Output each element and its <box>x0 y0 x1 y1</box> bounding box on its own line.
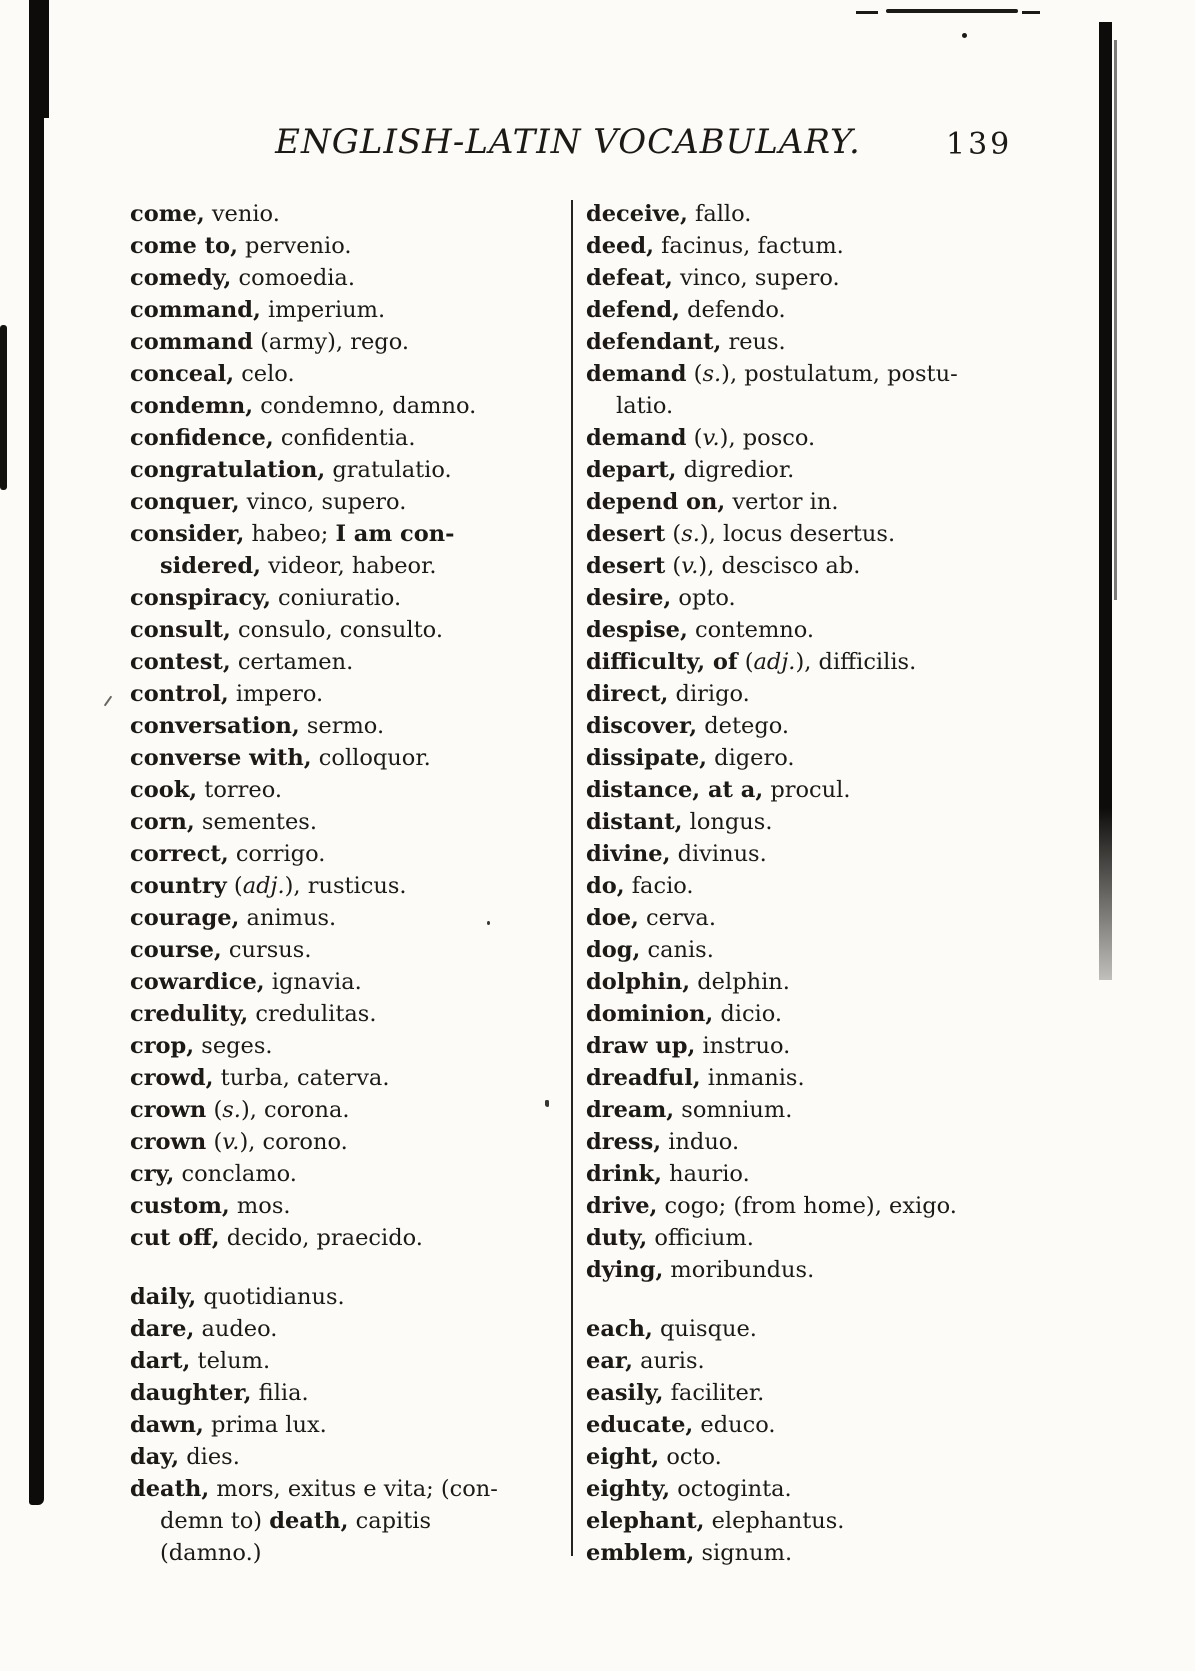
headword: conversation, <box>130 713 300 739</box>
vocab-entry <box>586 582 1090 614</box>
vocab-entry <box>586 806 1090 838</box>
vocab-entry <box>586 1094 1090 1126</box>
vocab-entry <box>586 1030 1090 1062</box>
headword: custom, <box>130 1193 230 1219</box>
headword: crown <box>130 1097 207 1123</box>
vocab-entry <box>586 966 1090 998</box>
headword: control, <box>130 681 229 707</box>
definition-text: pervenio. <box>237 233 352 259</box>
headword: educate, <box>586 1412 694 1438</box>
definition-text: inmanis. <box>700 1065 805 1091</box>
vocab-entry <box>586 1377 1090 1409</box>
definition-text: cogo; (from home), exigo. <box>657 1193 957 1219</box>
vocab-entry <box>130 998 568 1030</box>
vocab-entry <box>586 486 1090 518</box>
definition-text: venio. <box>204 201 280 227</box>
definition-text: corrigo. <box>228 841 326 867</box>
headword: country <box>130 873 227 899</box>
headword: death, <box>269 1508 349 1534</box>
definition-text: octo. <box>659 1444 722 1470</box>
scan-artifact-left-edge-bar-top <box>44 0 49 118</box>
vocab-entry <box>130 230 568 262</box>
headword: command, <box>130 297 261 323</box>
headword: I am con- <box>335 521 455 547</box>
definition-text: facio. <box>624 873 694 899</box>
definition-text: comoedia. <box>231 265 355 291</box>
vocab-entry <box>130 1094 568 1126</box>
vocab-entry <box>586 1158 1090 1190</box>
definition-text: ( <box>226 873 243 899</box>
headword: distance, at a, <box>586 777 764 803</box>
definition-text: procul. <box>763 777 851 803</box>
vocab-entry <box>130 198 568 230</box>
vocab-entry <box>130 582 568 614</box>
definition-text: ( <box>686 425 703 451</box>
definition-text: (damno.) <box>160 1540 262 1566</box>
definition-text: facinus, factum. <box>653 233 844 259</box>
definition-text: certamen. <box>230 649 354 675</box>
headword: desert <box>586 553 666 579</box>
scan-artifact-left-sliver <box>0 325 7 490</box>
vocab-entry <box>130 454 568 486</box>
vocab-entry <box>130 678 568 710</box>
definition-text: reus. <box>721 329 786 355</box>
definition-text: vinco, supero. <box>672 265 840 291</box>
vocab-entry <box>586 1505 1090 1537</box>
vocab-entry <box>130 710 568 742</box>
headword: contest, <box>130 649 231 675</box>
headword: dying, <box>586 1257 664 1283</box>
headword: eight, <box>586 1444 660 1470</box>
headword: crop, <box>130 1033 195 1059</box>
headword: conspiracy, <box>130 585 271 611</box>
scan-artifact-bottom-rule <box>612 1576 1195 1579</box>
headword: daughter, <box>130 1380 252 1406</box>
headword: confidence, <box>130 425 274 451</box>
entry-group <box>130 198 568 1254</box>
vocab-entry <box>586 518 1090 550</box>
definition-text: v. <box>222 1129 240 1155</box>
definition-text: prima lux. <box>203 1412 327 1438</box>
vocab-entry <box>586 1313 1090 1345</box>
headword: dreadful, <box>586 1065 701 1091</box>
headword: despise, <box>586 617 688 643</box>
definition-text: ), descisco ab. <box>698 553 861 579</box>
definition-text: ), rusticus. <box>284 873 407 899</box>
definition-text: opto. <box>671 585 736 611</box>
headword: condemn, <box>130 393 254 419</box>
scan-artifact-top-dash-1 <box>856 11 878 14</box>
headword: congratulation, <box>130 457 326 483</box>
definition-text: audeo. <box>194 1316 278 1342</box>
headword: depart, <box>586 457 677 483</box>
headword: conceal, <box>130 361 235 387</box>
headword: divine, <box>586 841 671 867</box>
vocab-entry <box>586 1345 1090 1377</box>
headword: crown <box>130 1129 207 1155</box>
headword: correct, <box>130 841 229 867</box>
vocab-entry <box>130 1062 568 1094</box>
definition-text: instruo. <box>695 1033 791 1059</box>
definition-text: confidentia. <box>273 425 416 451</box>
vocab-entry <box>586 326 1090 358</box>
vocab-entry <box>586 998 1090 1030</box>
definition-text: v. <box>702 425 720 451</box>
headword: daily, <box>130 1284 197 1310</box>
definition-text: sermo. <box>299 713 385 739</box>
vocab-entry <box>130 326 568 358</box>
headword: easily, <box>586 1380 664 1406</box>
vocab-entry <box>130 1473 568 1569</box>
vocab-entry <box>586 774 1090 806</box>
scan-artifact-ink-dot <box>962 33 967 38</box>
headword: sidered, <box>160 553 261 579</box>
headword: day, <box>130 1444 180 1470</box>
definition-text: vinco, supero. <box>239 489 407 515</box>
definition-text: ), locus desertus. <box>699 521 896 547</box>
page-number: 139 <box>946 127 1013 162</box>
definition-text: octoginta. <box>670 1476 792 1502</box>
vocab-entry <box>586 902 1090 934</box>
vocab-entry <box>586 1190 1090 1222</box>
vocab-entry <box>130 934 568 966</box>
headword: emblem, <box>586 1540 695 1566</box>
vocab-entry <box>586 1473 1090 1505</box>
definition-text: ), corona. <box>240 1097 350 1123</box>
definition-text: telum. <box>190 1348 271 1374</box>
definition-text: habeo; <box>244 521 336 547</box>
vocab-entry <box>586 870 1090 902</box>
definition-text: adj. <box>242 873 285 899</box>
vocab-entry <box>130 1158 568 1190</box>
headword: dress, <box>586 1129 662 1155</box>
entry-group <box>586 1313 1090 1569</box>
headword: dissipate, <box>586 745 708 771</box>
definition-text: ), posco. <box>719 425 816 451</box>
headword: drive, <box>586 1193 658 1219</box>
headword: conquer, <box>130 489 240 515</box>
definition-text: somnium. <box>674 1097 793 1123</box>
definition-text: faciliter. <box>663 1380 765 1406</box>
headword: dawn, <box>130 1412 204 1438</box>
left-column <box>130 198 568 1569</box>
vocab-entry <box>586 742 1090 774</box>
definition-text: cursus. <box>221 937 312 963</box>
vocab-entry <box>586 1062 1090 1094</box>
vocab-entry <box>130 294 568 326</box>
vocab-entry <box>130 1281 568 1313</box>
definition-text: moribundus. <box>663 1257 815 1283</box>
definition-text: vertor in. <box>725 489 839 515</box>
definition-text: s. <box>222 1097 241 1123</box>
definition-text: condemno, damno. <box>253 393 477 419</box>
vocab-entry <box>130 518 568 582</box>
headword: converse with, <box>130 745 312 771</box>
definition-text: dies. <box>179 1444 240 1470</box>
definition-text: longus. <box>682 809 773 835</box>
definition-text: s. <box>702 361 722 387</box>
definition-text: defendo. <box>679 297 786 323</box>
vocab-entry <box>586 198 1090 230</box>
definition-text: consulo, consulto. <box>230 617 443 643</box>
definition-text: s. <box>681 521 700 547</box>
headword: dart, <box>130 1348 191 1374</box>
headword: course, <box>130 937 222 963</box>
definition-text: contemno. <box>687 617 815 643</box>
pencil-mark <box>104 696 113 707</box>
vocab-entry <box>130 966 568 998</box>
definition-text: animus. <box>239 905 337 931</box>
headword: command <box>130 329 253 355</box>
headword: each, <box>586 1316 653 1342</box>
vocab-entry <box>130 742 568 774</box>
headword: come, <box>130 201 205 227</box>
definition-text: officium. <box>647 1225 754 1251</box>
vocab-entry <box>586 1126 1090 1158</box>
definition-text: videor, habeor. <box>261 553 437 579</box>
vocab-entry <box>130 646 568 678</box>
definition-text: celo. <box>234 361 295 387</box>
headword: consider, <box>130 521 245 547</box>
definition-text: dicio. <box>713 1001 783 1027</box>
definition-text: ), difficilis. <box>795 649 917 675</box>
vocab-entry <box>586 294 1090 326</box>
vocab-entry <box>586 1409 1090 1441</box>
definition-text: torreo. <box>197 777 283 803</box>
definition-text: fallo. <box>687 201 752 227</box>
definition-text: sementes. <box>194 809 317 835</box>
vocab-entry <box>130 1126 568 1158</box>
definition-text: dirigo. <box>668 681 750 707</box>
vocab-entry <box>130 1030 568 1062</box>
scan-artifact-left-edge-bar <box>29 0 44 1505</box>
definition-text: impero. <box>228 681 324 707</box>
definition-text: decido, praecido. <box>219 1225 423 1251</box>
headword: dolphin, <box>586 969 691 995</box>
column-divider-rule <box>571 200 573 1556</box>
vocab-entry <box>130 1441 568 1473</box>
definition-text: imperium. <box>260 297 386 323</box>
headword: consult, <box>130 617 231 643</box>
definition-text: colloquor. <box>311 745 431 771</box>
definition-text: divinus. <box>670 841 767 867</box>
vocab-entry <box>586 678 1090 710</box>
headword: cut off, <box>130 1225 220 1251</box>
vocab-entry <box>130 838 568 870</box>
definition-text: coniuratio. <box>270 585 402 611</box>
scan-artifact-right-edge-line <box>1114 40 1117 600</box>
definition-text: haurio. <box>661 1161 750 1187</box>
headword: doe, <box>586 905 639 931</box>
headword: eighty, <box>586 1476 671 1502</box>
definition-text: canis. <box>640 937 714 963</box>
definition-text: elephantus. <box>704 1508 845 1534</box>
definition-text: mors, exitus e vita; (con- <box>209 1476 498 1502</box>
headword: demand <box>586 361 687 387</box>
headword: desert <box>586 521 666 547</box>
right-column <box>586 198 1090 1569</box>
scan-artifact-top-dash-3 <box>1022 11 1040 14</box>
vocab-entry <box>586 230 1090 262</box>
headword: demand <box>586 425 687 451</box>
headword: cry, <box>130 1161 175 1187</box>
headword: deed, <box>586 233 654 259</box>
vocab-entry <box>586 838 1090 870</box>
headword: ear, <box>586 1348 633 1374</box>
headword: defend, <box>586 297 680 323</box>
definition-text: digero. <box>707 745 795 771</box>
definition-text: filia. <box>251 1380 309 1406</box>
definition-text: ( <box>665 521 682 547</box>
vocab-entry <box>130 486 568 518</box>
definition-text: ( <box>665 553 682 579</box>
vocab-entry <box>586 550 1090 582</box>
vocab-entry <box>586 422 1090 454</box>
definition-text: capitis <box>348 1508 431 1534</box>
definition-text: credulitas. <box>248 1001 377 1027</box>
definition-text: latio. <box>616 393 674 419</box>
definition-text: ( <box>737 649 754 675</box>
headword: dare, <box>130 1316 195 1342</box>
headword: credulity, <box>130 1001 249 1027</box>
headword: depend on, <box>586 489 726 515</box>
definition-text: mos. <box>229 1193 291 1219</box>
headword: corn, <box>130 809 195 835</box>
headword: come to, <box>130 233 238 259</box>
entry-group <box>586 198 1090 1286</box>
definition-text: (army), rego. <box>253 329 410 355</box>
definition-text: induo. <box>661 1129 740 1155</box>
vocab-entry <box>586 454 1090 486</box>
vocab-entry <box>130 1377 568 1409</box>
definition-text: ( <box>206 1129 223 1155</box>
definition-text: delphin. <box>690 969 790 995</box>
definition-text: conclamo. <box>174 1161 297 1187</box>
headword: crowd, <box>130 1065 214 1091</box>
definition-text: adj. <box>753 649 796 675</box>
vocab-entry <box>130 1313 568 1345</box>
vocab-entry <box>130 870 568 902</box>
headword: dream, <box>586 1097 675 1123</box>
definition-text: ), postulatum, postu- <box>721 361 958 387</box>
vocab-entry <box>586 1441 1090 1473</box>
entry-group <box>130 1281 568 1569</box>
headword: defeat, <box>586 265 673 291</box>
vocab-entry <box>586 1222 1090 1254</box>
vocab-entry <box>130 774 568 806</box>
vocab-entry <box>130 422 568 454</box>
vocab-entry <box>130 806 568 838</box>
definition-text: detego. <box>697 713 790 739</box>
definition-text: turba, caterva. <box>213 1065 390 1091</box>
scan-artifact-right-edge-bar <box>1099 22 1112 980</box>
headword: comedy, <box>130 265 232 291</box>
definition-text: quotidianus. <box>196 1284 345 1310</box>
vocab-entry <box>130 1409 568 1441</box>
vocab-entry <box>130 1190 568 1222</box>
vocab-entry <box>130 1222 568 1254</box>
definition-text: demn to) <box>160 1508 270 1534</box>
definition-text: digredior. <box>676 457 795 483</box>
scan-artifact-top-dash-2 <box>886 9 1018 13</box>
vocab-entry <box>586 934 1090 966</box>
headword: elephant, <box>586 1508 705 1534</box>
definition-text: educo. <box>693 1412 776 1438</box>
vocab-entry <box>586 646 1090 678</box>
definition-text: signum. <box>694 1540 793 1566</box>
definition-text: ignavia. <box>264 969 362 995</box>
vocab-entry <box>130 390 568 422</box>
headword: do, <box>586 873 625 899</box>
headword: dog, <box>586 937 641 963</box>
definition-text: cerva. <box>638 905 716 931</box>
vocab-entry <box>130 358 568 390</box>
vocab-entry <box>586 358 1090 422</box>
headword: direct, <box>586 681 669 707</box>
vocab-entry <box>130 902 568 934</box>
headword: dominion, <box>586 1001 714 1027</box>
headword: death, <box>130 1476 210 1502</box>
vocab-entry <box>586 1537 1090 1569</box>
definition-text: ( <box>686 361 703 387</box>
vocab-entry <box>586 710 1090 742</box>
vocab-entry <box>586 1254 1090 1286</box>
vocab-entry <box>586 614 1090 646</box>
page-title: ENGLISH-LATIN VOCABULARY. <box>275 122 861 162</box>
headword: cowardice, <box>130 969 265 995</box>
definition-text: quisque. <box>652 1316 757 1342</box>
headword: defendant, <box>586 329 722 355</box>
headword: courage, <box>130 905 240 931</box>
headword: discover, <box>586 713 698 739</box>
headword: cook, <box>130 777 198 803</box>
headword: distant, <box>586 809 683 835</box>
headword: draw up, <box>586 1033 696 1059</box>
headword: drink, <box>586 1161 662 1187</box>
definition-text: gratulatio. <box>325 457 452 483</box>
definition-text: ( <box>206 1097 223 1123</box>
definition-text: seges. <box>194 1033 273 1059</box>
headword: duty, <box>586 1225 648 1251</box>
vocab-entry <box>130 614 568 646</box>
vocab-entry <box>130 1345 568 1377</box>
headword: desire, <box>586 585 672 611</box>
headword: deceive, <box>586 201 688 227</box>
vocab-entry <box>130 262 568 294</box>
definition-text: ), corono. <box>239 1129 348 1155</box>
definition-text: auris. <box>632 1348 705 1374</box>
definition-text: v. <box>681 553 699 579</box>
headword: difficulty, of <box>586 649 738 675</box>
vocab-entry <box>586 262 1090 294</box>
